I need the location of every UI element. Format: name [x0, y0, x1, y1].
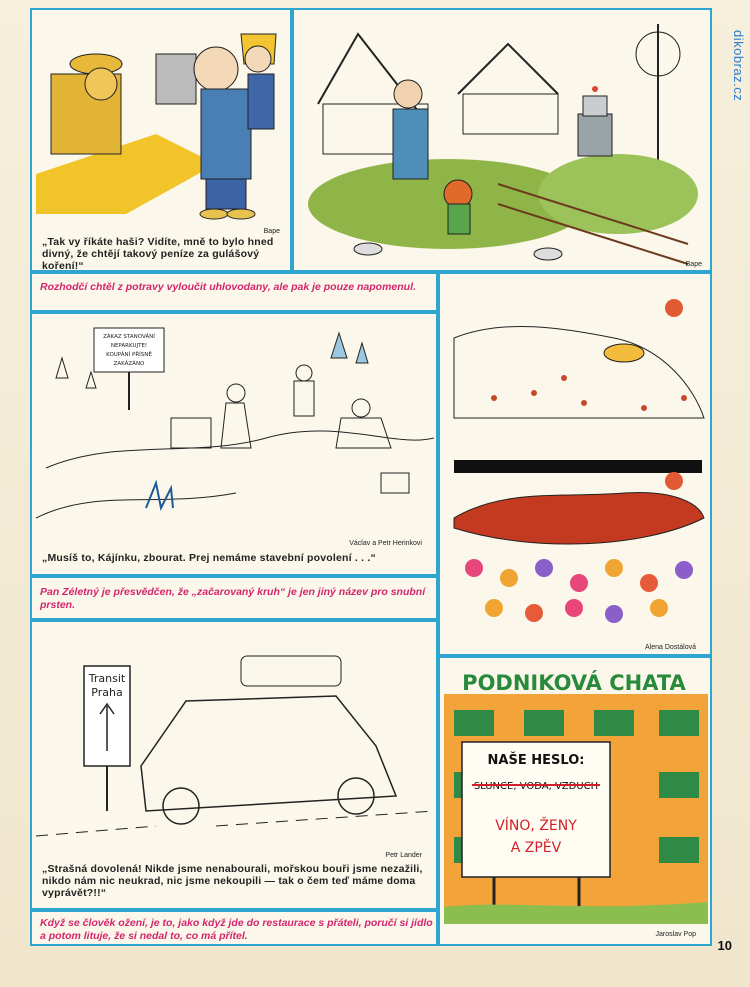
cartoon-customs-illustration — [36, 14, 288, 224]
cartoon-chalet-illustration — [444, 662, 708, 924]
transit-sign-line2: Praha — [91, 686, 123, 699]
joke-text-1: Rozhodčí chtěl z potravy vyloučit uhlovodany, ale pak je pouze napomenul. — [40, 281, 416, 293]
cartoon-robot-illustration — [298, 14, 708, 268]
cartoon-chalet-credit: Jaroslav Pop — [655, 931, 696, 938]
chalet-sign-motto-2: A ZPĚV — [510, 840, 562, 856]
transit-sign-line1: Transit — [88, 672, 126, 685]
chalet-sign-crossed: SLUNCE, VODA, VZDUCH — [473, 781, 599, 792]
joke-panel-2 — [30, 576, 438, 620]
cartoon-sandcastle-illustration — [36, 318, 434, 536]
cartoon-customs-caption: „Tak vy říkáte haši? Vidíte, mně to bylo hned divný, že chtějí takový peníze za gulášový koření!“ — [42, 236, 274, 272]
no-camping-sign-line4: ZAKÁZÁNO — [113, 361, 145, 367]
joke-text-2: Pan Zéletný je přesvědčen, že „začarovaný kruh“ je jen jiný název pro snubní prsten. — [40, 586, 426, 611]
no-camping-sign-line3: KOUPÁNÍ PŘÍSNĚ — [106, 352, 152, 358]
cartoon-car-panel — [30, 620, 438, 910]
cartoon-sandcastle-credit: Václav a Petr Herinkovi — [349, 540, 422, 547]
joke-text-3: Když se člověk ožení, je to, jako když jde do restaurace s přáteli, poručí si jídlo a potom lituje, že si nedal to, co má přítel. — [40, 917, 433, 942]
cartoon-sandcastle-panel — [30, 312, 438, 576]
cartoon-blanket-panel — [438, 272, 712, 656]
cartoon-blanket-illustration — [444, 278, 708, 634]
cartoon-robot-panel — [292, 8, 712, 272]
chalet-sign-motto-1: VÍNO, ŽENY — [495, 818, 577, 834]
cartoon-car-credit: Petr Lander — [385, 852, 422, 859]
no-camping-sign-line2: NEPARKUJTE! — [110, 343, 148, 349]
cartoon-customs-credit: Bape — [263, 228, 280, 235]
cartoon-car-caption: „Strašná dovolená! Nikde jsme nenabourali, mořskou bouři jsme nezažili, nikdo nám nic neukrad, nic jsme nekoupili — tak o čem teď máme doma vyprávět?!!“ — [42, 863, 423, 899]
joke-panel-1 — [30, 272, 438, 312]
cartoon-blanket-credit: Alena Dostálová — [645, 644, 696, 651]
page-number: 10 — [717, 938, 732, 953]
no-camping-sign-line1: ZÁKAZ STANOVÁNÍ — [103, 334, 155, 340]
watermark: dikobraz.cz — [731, 30, 746, 102]
chalet-sign-heading: NAŠE HESLO: — [487, 753, 585, 768]
cartoon-robot-credit: Bape — [685, 261, 702, 268]
joke-panel-3 — [30, 910, 438, 946]
cartoon-sandcastle-caption: „Musíš to, Kájínku, zbourat. Prej nemáme stavební povolení . . .“ — [42, 552, 376, 564]
chalet-title: PODNIKOVÁ CHATA — [462, 671, 686, 695]
cartoon-car-illustration — [36, 626, 434, 848]
cartoon-chalet-panel — [438, 656, 712, 946]
cartoon-customs-panel — [30, 8, 292, 272]
